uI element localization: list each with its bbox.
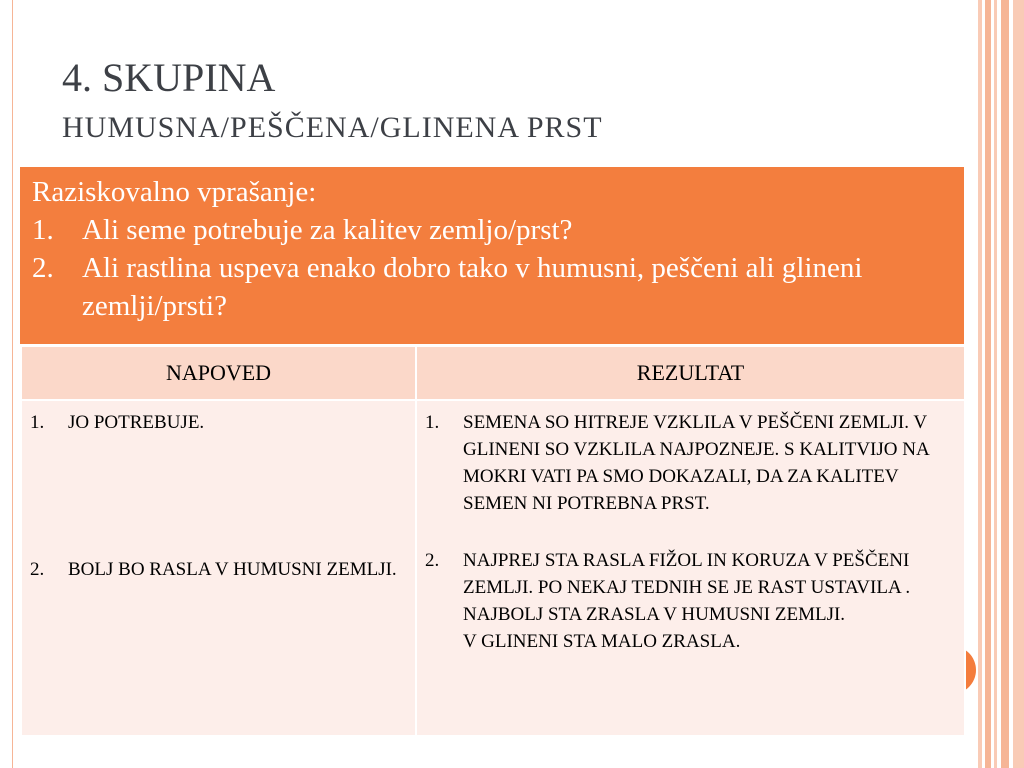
decor-stripe xyxy=(994,0,997,768)
slide-title: 4. SKUPINA xyxy=(62,55,276,100)
decor-stripe xyxy=(985,0,991,768)
decor-stripe xyxy=(1013,0,1024,768)
column-header-napoved: NAPOVED xyxy=(21,346,416,400)
list-item xyxy=(30,409,407,436)
results-table xyxy=(20,345,966,737)
question-number: 1. xyxy=(32,214,54,246)
list-number: 1. xyxy=(30,412,45,433)
list-text-extra: V GLINENI STA MALO ZRASLA. xyxy=(463,631,741,652)
list-item xyxy=(30,556,407,583)
list-text xyxy=(463,547,956,655)
list-item xyxy=(425,409,956,517)
question-text: Ali rastlina uspeva enako dobro tako v humusni, peščeni ali glineni zemlji/prsti? xyxy=(82,252,863,322)
decor-stripe xyxy=(1001,0,1009,768)
slide-title-block xyxy=(62,56,603,148)
list-number: 1. xyxy=(425,412,440,433)
research-question-box xyxy=(20,167,964,344)
list-item xyxy=(425,547,956,655)
question-text: Ali seme potrebuje za kalitev zemljo/prst? xyxy=(82,214,573,246)
column-header-rezultat: REZULTAT xyxy=(416,346,965,400)
decor-stripe xyxy=(978,0,982,768)
rezultat-cell xyxy=(416,400,965,736)
napoved-cell xyxy=(21,400,416,736)
list-number: 2. xyxy=(425,550,440,571)
list-text-main: NAJPREJ STA RASLA FIŽOL IN KORUZA V PEŠČENI ZEMLJI. PO NEKAJ TEDNIH SE JE RAST USTAVILA . NAJBOLJ STA ZRASLA V HUMUSNI ZEMLJI. xyxy=(463,550,911,625)
question-number: 2. xyxy=(32,252,54,284)
question-header: Raziskovalno vprašanje: xyxy=(32,176,317,208)
list-number: 2. xyxy=(30,559,45,580)
left-border-line xyxy=(12,0,13,768)
list-text: SEMENA SO HITREJE VZKLILA V PEŠČENI ZEMLJI. V GLINENI SO VZKLILA NAJPOZNEJE. S KALITVIJO NA MOKRI VATI PA SMO DOKAZALI, DA ZA KALITEV SEMEN NI POTREBNA PRST. xyxy=(463,412,929,514)
question-item xyxy=(32,249,952,325)
list-text: JO POTREBUJE. xyxy=(68,412,205,433)
slide-subtitle: HUMUSNA/PEŠČENA/GLINENA PRST xyxy=(62,111,603,144)
list-text: BOLJ BO RASLA V HUMUSNI ZEMLJI. xyxy=(68,559,397,580)
question-item xyxy=(32,211,952,249)
